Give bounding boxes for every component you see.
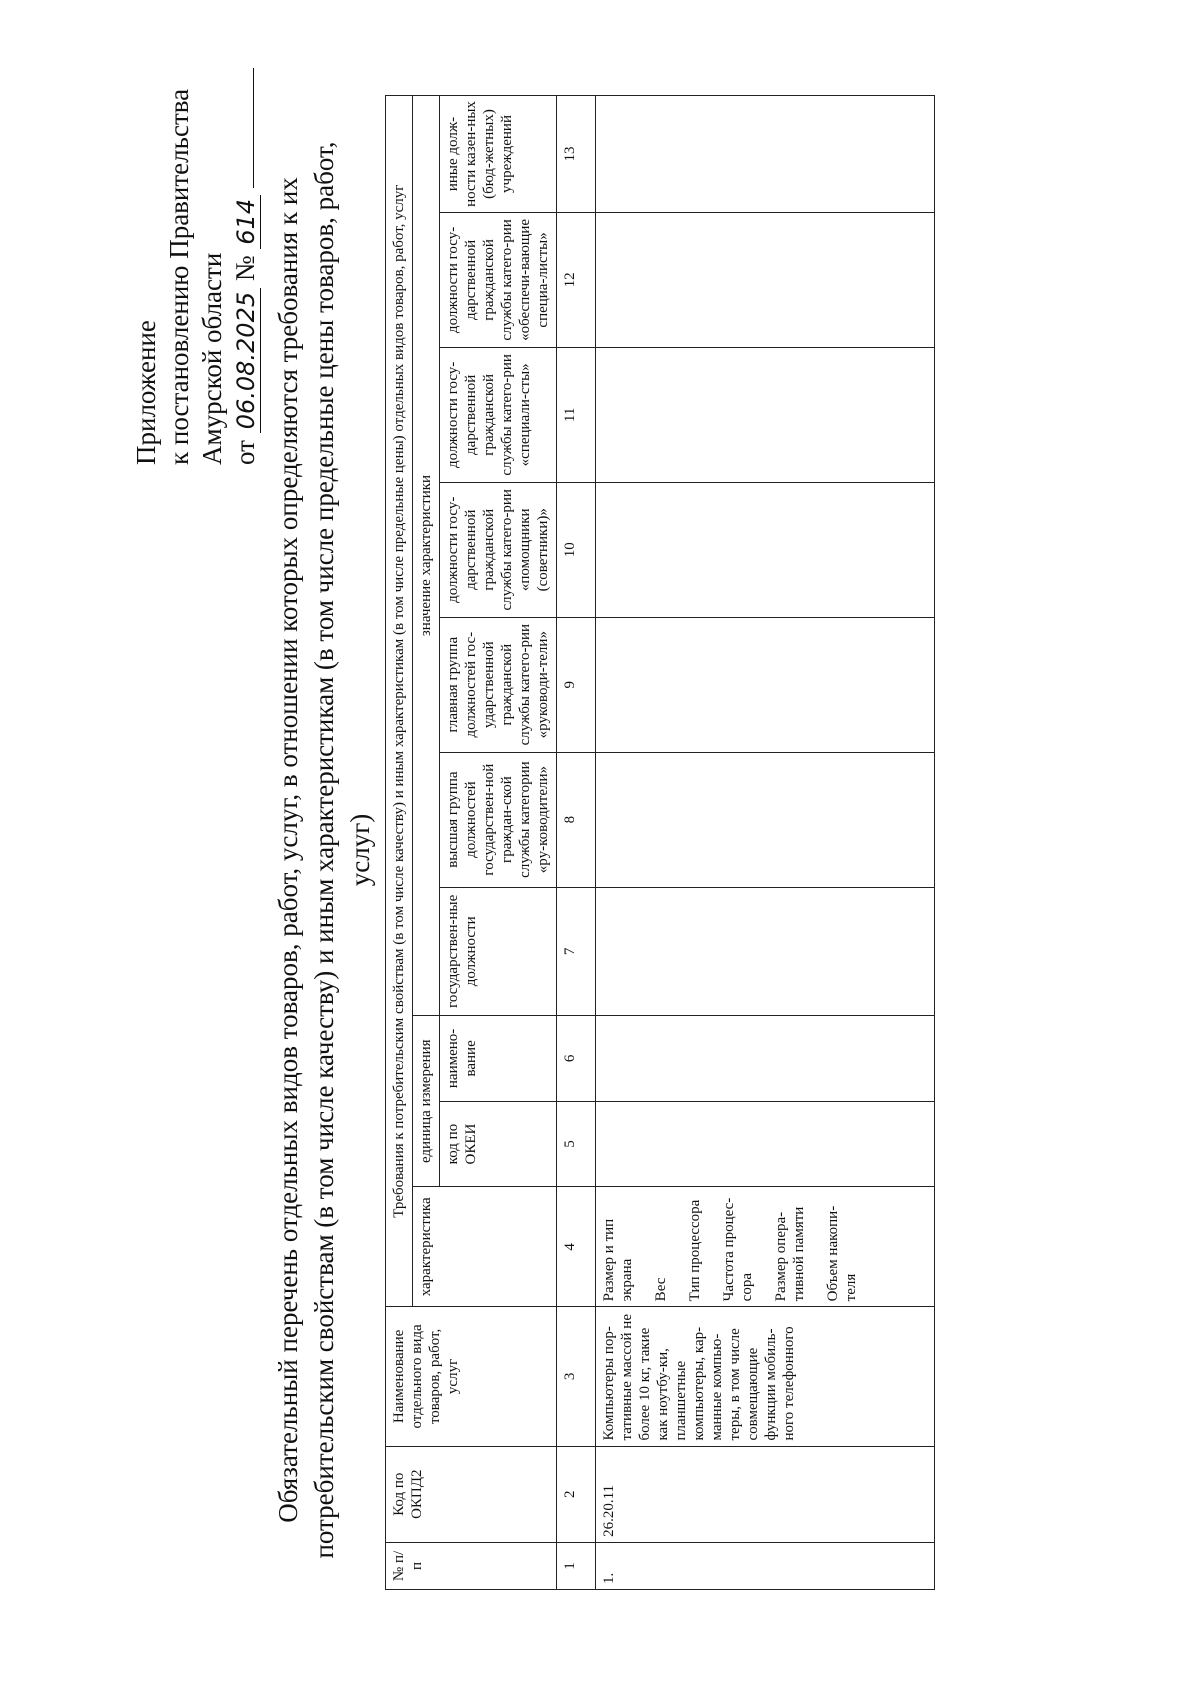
row-characteristics — [596, 1187, 935, 1307]
column-number-row — [557, 96, 596, 1590]
column-number: 8 — [557, 752, 596, 887]
header-c9: главная группа должностей гос-ударственной гражданской службы катего-рии «руководи-тели» — [440, 617, 557, 752]
empty-cell — [596, 1016, 935, 1102]
characteristic-item: Тип процессора — [687, 1199, 703, 1302]
column-number: 12 — [557, 212, 596, 347]
handwritten-number: 614 — [232, 195, 261, 249]
characteristic-item: Размер опера-тивной памяти — [773, 1206, 807, 1302]
empty-cell — [596, 482, 935, 617]
header-c7: государствен-ные должности — [440, 887, 557, 1016]
empty-cell — [596, 96, 935, 213]
column-number: 1 — [557, 1542, 596, 1589]
row-num: 1. — [596, 1542, 935, 1589]
header-c12: должности госу-дарственной гражданской службы катего-рии «обеспечи-вающие специа-листы» — [440, 212, 557, 347]
appendix-date-line — [229, 45, 263, 465]
appendix-line-2: к постановлению Правительства — [164, 88, 194, 465]
document-title: Обязательный перечень отдельных видов товаров, работ, услуг, в отношении которых определяются требования к их потребительским свойствам (в том числе качеству) и иным характеристикам (в том числе предельные цены товаров, работ, услуг) — [273, 141, 375, 1559]
appendix-line-3: Амурской области — [197, 252, 227, 465]
column-number: 7 — [557, 887, 596, 1016]
handwritten-date: 06.08.2025 — [232, 288, 261, 433]
characteristic-item: Вес — [653, 1277, 669, 1302]
requirements-table — [385, 95, 935, 1590]
column-number: 10 — [557, 482, 596, 617]
number-underline — [253, 68, 254, 188]
row-okpd-code: 26.20.11 — [596, 1446, 935, 1542]
header-unit: единица измерения — [413, 1016, 440, 1187]
table-row — [596, 96, 935, 1590]
appendix-block — [130, 45, 263, 465]
header-c11: должности госу-дарственной гражданской службы катего-рии «специали-сты» — [440, 347, 557, 482]
header-requirements: Требования к потребительским свойствам (в том числе качеству) и иным характеристикам (в том числе предельные цены) отдельных видов товаров, работ, услуг — [386, 96, 413, 1307]
characteristic-item: Размер и тип экрана — [601, 1218, 635, 1302]
header-c8: высшая группа должностей государствен-ной граждан-ской службы категории «ру-ководители» — [440, 752, 557, 887]
header-unit-name: наимено-вание — [440, 1016, 557, 1102]
header-unit-code: код по ОКЕИ — [440, 1101, 557, 1187]
characteristic-item: Частота процес-сора — [721, 1197, 755, 1302]
header-num: № п/п — [386, 1542, 557, 1589]
empty-cell — [596, 212, 935, 347]
number-prefix: № — [230, 255, 260, 282]
column-number: 9 — [557, 617, 596, 752]
header-c10: должности госу-дарственной гражданской службы катего-рии «помощники (советники)» — [440, 482, 557, 617]
empty-cell — [596, 887, 935, 1016]
header-row-1 — [386, 96, 413, 1590]
header-characteristic: характеристика — [413, 1187, 557, 1307]
header-c13: иные долж-ности казен-ных (бюд-жетных) учреждений — [440, 96, 557, 213]
column-number: 6 — [557, 1016, 596, 1102]
row-product-name: Компьютеры пор-тативные массой не более 10 кг, такие как ноутбу-ки, планшетные компьютеры, кар-манные компью-теры, в том числе совмещающие функции мобиль-ного телефонного — [596, 1307, 935, 1446]
column-number: 5 — [557, 1101, 596, 1187]
column-number: 2 — [557, 1446, 596, 1542]
empty-cell — [596, 347, 935, 482]
column-number: 3 — [557, 1307, 596, 1446]
column-number: 4 — [557, 1187, 596, 1307]
header-okpd: Код по ОКПД2 — [386, 1446, 557, 1542]
empty-cell — [596, 752, 935, 887]
header-value: значение характеристики — [413, 96, 440, 1016]
characteristic-item: Объем накопи-теля — [825, 1205, 859, 1302]
date-prefix: от — [230, 440, 260, 465]
column-number: 11 — [557, 347, 596, 482]
empty-cell — [596, 617, 935, 752]
empty-cell — [596, 1101, 935, 1187]
appendix-line-1: Приложение — [131, 320, 161, 465]
header-name: Наименование отдельного вида товаров, работ, услуг — [386, 1307, 557, 1446]
column-number: 13 — [557, 96, 596, 213]
